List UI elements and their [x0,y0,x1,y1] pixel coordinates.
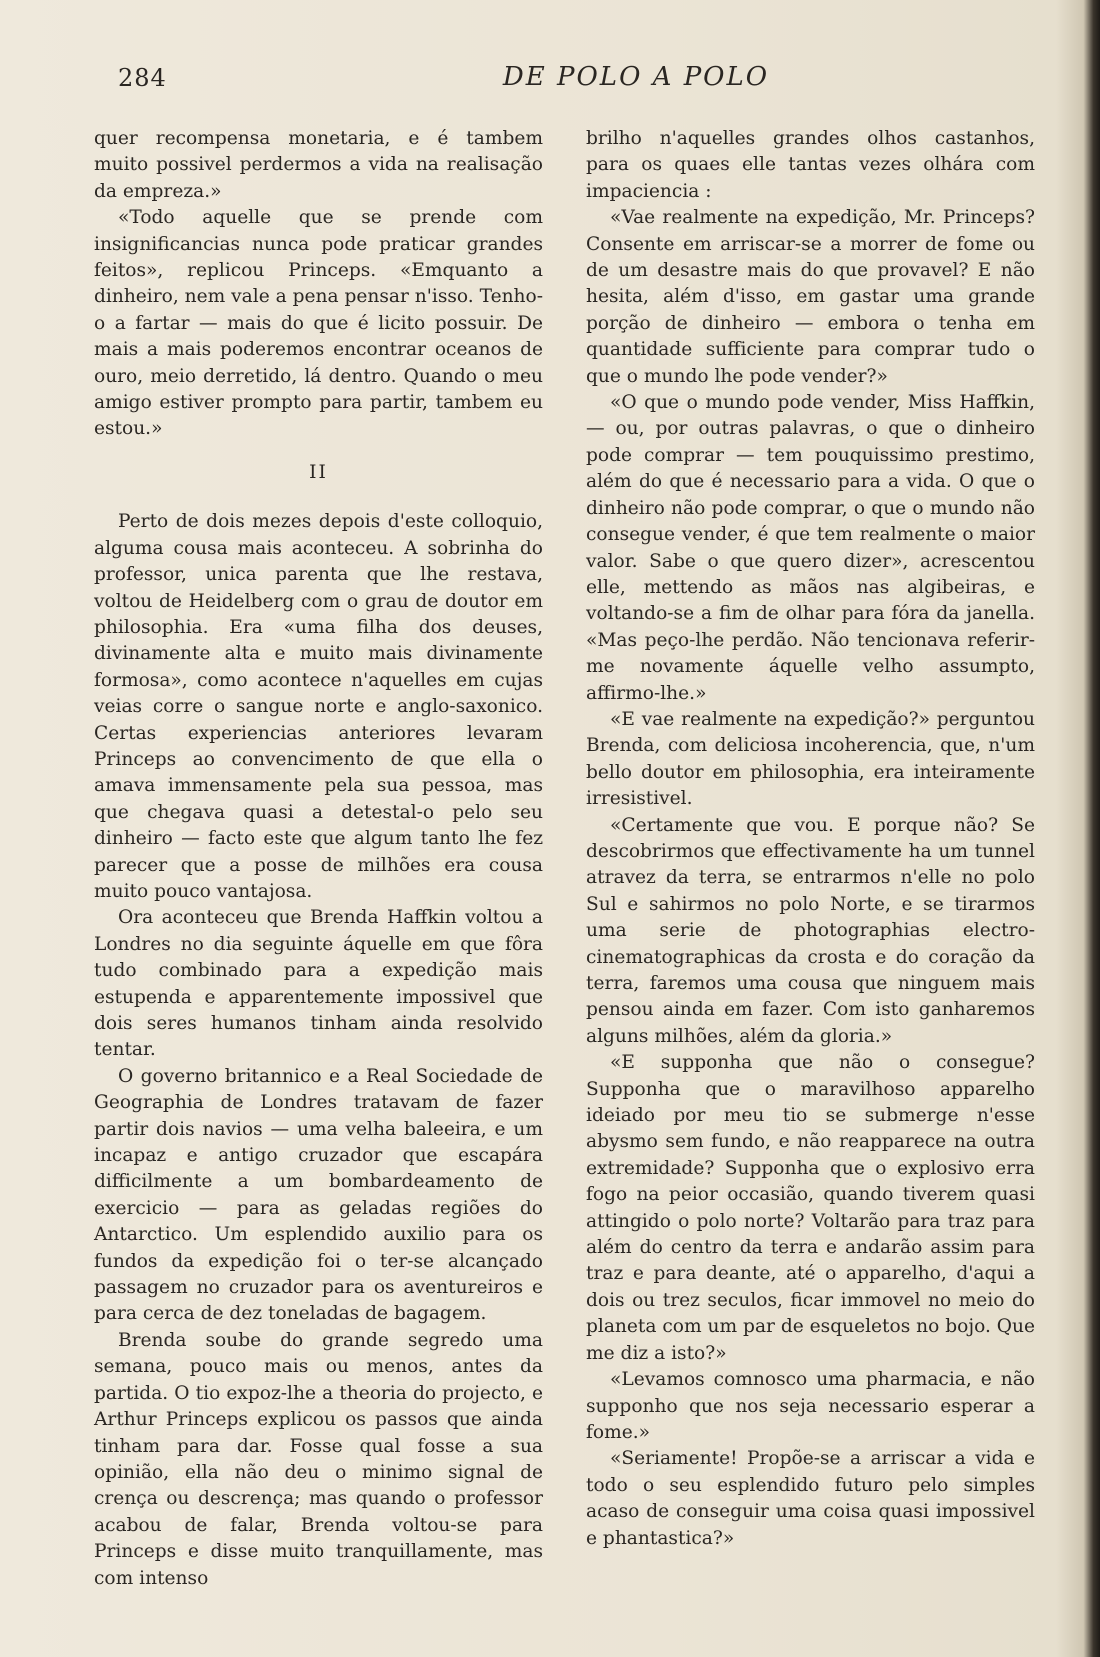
right-column [586,126,1035,1552]
page-number: 284 [118,64,167,92]
paragraph: «Todo aquelle que se prende com insignificancias nunca pode praticar grandes feitos», replicou Princeps. «Emquanto a dinheiro, nem vale a pena pensar n'isso. Tenho-o a fartar — mais do que é licito possuir. De mais a mais poderemos encontrar oceanos de ouro, meio derretido, lá dentro. Quando o meu amigo estiver prompto para partir, tambem eu estou.» [94,207,544,440]
paragraph: quer recompensa monetaria, e é tambem muito possivel perdermos a vida na realisação da empreza.» [94,128,543,202]
paragraph: O governo britannico e a Real Sociedade de Geographia de Londres tratavam de fazer partir dois navios — uma velha baleeira, e um incapaz e antigo cruzador que escapára difficilmente a um bombardeamento de exercicio — para as geladas regiões do Antarctico. Um esplendido auxilio para os fundos da expedição foi o ter-se alcançado passagem no cruzador para os aventureiros e para cerca de dez toneladas de bagagem. [94,1065,543,1325]
page-header [118,64,1010,104]
paragraph: «O que o mundo pode vender, Miss Haffkin, — ou, por outras palavras, o que o dinheiro pode comprar — tem pouquissimo prestimo, além do que é necessario para a vida. O que o dinheiro não pode comprar, o que o mundo não consegue vender, é que tem realmente o maior valor. Sabe o que quero dizer», acrescentou elle, mettendo as mãos nas algibeiras, e voltando-se a fim de olhar para fóra da janella. «Mas peço-lhe perdão. Não tencionava referir-me novamente áquelle velho assumpto, affirmo-lhe.» [586,392,1035,704]
section-heading: II [309,461,328,483]
left-column [94,126,543,1592]
running-title: DE POLO A POLO [502,62,770,92]
paragraph: «Levamos comnosco uma pharmacia, e não supponho que nos seja necessario esperar a fome.» [586,1369,1035,1443]
paragraph: «E vae realmente na expedição?» perguntou Brenda, com deliciosa incoherencia, que, n'um bello doutor em philosophia, era inteiramente irresistivel. [586,708,1035,810]
paragraph: «Seriamente! Propõe-se a arriscar a vida e todo o seu esplendido futuro pelo simples acaso de conseguir uma coisa quasi impossivel e phantastica?» [586,1448,1035,1549]
paragraph: «Certamente que vou. E porque não? Se descobrirmos que effectivamente ha um tunnel atravez da terra, se entrarmos n'elle no polo Sul e sahirmos no polo Norte, e se tirarmos uma serie de photographias electro-cinematographicas da crosta e do coração da terra, faremos uma cousa que ninguem mais pensou ainda em fazer. Com isto ganharemos alguns milhões, além da gloria.» [586,814,1035,1047]
paragraph: «Vae realmente na expedição, Mr. Princeps? Consente em arriscar-se a morrer de fome ou de um desastre mais do que provavel? E não hesita, além d'isso, em gastar uma grande porção de dinheiro — embora o tenha em quantidade sufficiente para comprar tudo o que o mundo lhe pode vender?» [586,207,1035,387]
paragraph: brilho n'aquelles grandes olhos castanhos, para os quaes elle tantas vezes olhára com impaciencia : [586,128,1035,202]
paragraph: Perto de dois mezes depois d'este colloquio, alguma cousa mais aconteceu. A sobrinha do professor, unica parenta que lhe restava, voltou de Heidelberg com o grau de doutor em philosophia. Era «uma filha dos deuses, divinamente alta e muito mais divinamente formosa», como acontece n'aquelles em cujas veias corre o sangue norte e anglo-saxonico. Certas experiencias anteriores levaram Princeps ao convencimento de que ella o amava immensamente pela sua pessoa, mas que chegava quasi a detestal-o pelo seu dinheiro — facto este que algum tanto lhe fez parecer que a posse de milhões era cousa muito pouco vantajosa. [94,511,543,902]
paragraph: Ora aconteceu que Brenda Haffkin voltou a Londres no dia seguinte áquelle em que fôra tudo combinado para a expedição mais estupenda e apparentemente impossivel que dois seres humanos tinham ainda resolvido tentar. [94,907,543,1061]
paragraph: «E supponha que não o consegue? Supponha que o maravilhoso apparelho ideiado por meu tio se submerge n'esse abysmo sem fundo, e não reapparece na outra extremidade? Supponha que o explosivo erra fogo na peior occasião, quando tiverem quasi attingido o polo norte? Voltarão para traz para além do centro da terra e andarão assim para traz e para deante, até o apparelho, d'aqui a dois ou trez seculos, ficar immovel no meio do planeta com um par de esqueletos no bojo. Que me diz a isto?» [586,1052,1036,1364]
paragraph: Brenda soube do grande segredo uma semana, pouco mais ou menos, antes da partida. O tio expoz-lhe a theoria do projecto, e Arthur Princeps explicou os passos que ainda tinham para dar. Fosse qual fosse a sua opinião, ella não deu o minimo signal de crença ou descrença; mas quando o professor acabou de falar, Brenda voltou-se para Princeps e disse muito tranquillamente, mas com intenso [94,1329,543,1589]
